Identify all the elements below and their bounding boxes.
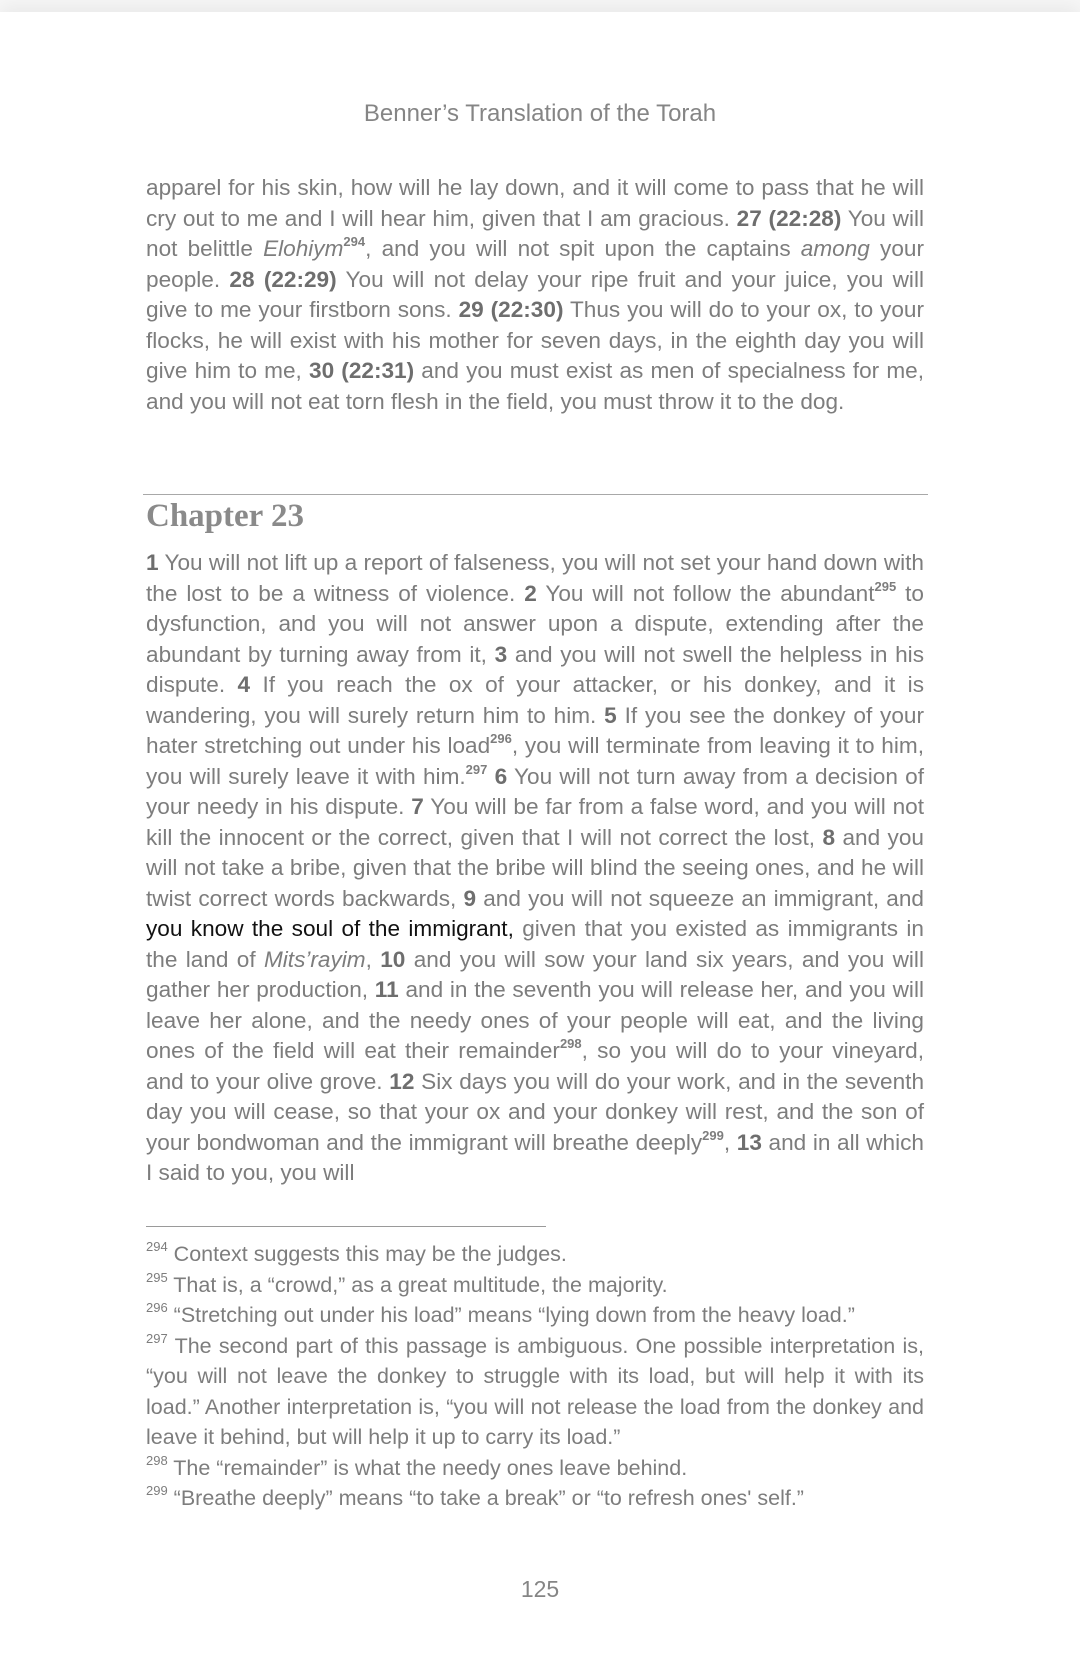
- book-page: [0, 12, 1080, 1662]
- text-run: Thus you will do to your ox, to your flocks, he will exist with his mother for seven days, in the eighth day you will give him to me,: [146, 297, 924, 383]
- verse-number: 9: [463, 885, 477, 911]
- footnote-text: The “remainder” is what the needy ones leave behind.: [167, 1455, 688, 1480]
- italic-term: among: [800, 236, 870, 261]
- footnote: [146, 1331, 924, 1453]
- verse-number: 12: [389, 1068, 415, 1094]
- paragraph-chapter-22-end: [146, 173, 924, 417]
- verse-number: 29 (22:30): [458, 297, 564, 322]
- footnote: [146, 1300, 924, 1331]
- verse-number: 8: [822, 824, 836, 850]
- text-run: and in the seventh you will release her, and you will leave her alone, and the needy ones of your people will eat, and the living ones of the field will eat their remainder: [146, 977, 924, 1063]
- text-run: and you must exist as men of specialness for me, and you will not eat torn flesh in the field, you must throw it to the dog.: [146, 358, 924, 414]
- footnote-number: 299: [146, 1483, 168, 1498]
- text-run: ,: [723, 1129, 737, 1155]
- text-run: If you see the donkey of your hater stretching out under his load: [146, 702, 924, 758]
- text-run: and you will sow your land six years, and you will gather her production,: [146, 946, 924, 1002]
- verse-number: 1: [146, 550, 159, 575]
- paragraph-chapter-23: [146, 548, 924, 1189]
- footnote-number: 296: [146, 1300, 168, 1315]
- footnote: [146, 1453, 924, 1484]
- verse-number: 7: [411, 794, 424, 819]
- verse-number: 27 (22:28): [736, 205, 842, 231]
- footnote-ref[interactable]: 299: [702, 1127, 724, 1143]
- italic-term: Elohiym: [263, 236, 344, 261]
- footnote-number: 298: [146, 1452, 168, 1468]
- footnote-ref[interactable]: 298: [559, 1036, 582, 1051]
- text-run: , and you will not spit upon the captains: [365, 236, 801, 261]
- verse-number: 6: [494, 763, 508, 789]
- verse-number: 11: [374, 977, 399, 1002]
- verse-number: 30 (22:31): [309, 358, 415, 383]
- text-run: You will not delay your ripe fruit and your juice, you will give to me your firstborn sons.: [146, 266, 924, 322]
- footnote-separator: [146, 1226, 546, 1227]
- text-run: , you will terminate from leaving it to him, you will surely leave it with him.: [146, 733, 924, 789]
- verse-number: 4: [237, 672, 251, 697]
- text-run: ,: [365, 946, 381, 972]
- text-run: [487, 764, 494, 789]
- footnote-number: 297: [146, 1330, 168, 1346]
- page-number: 125: [520, 1576, 560, 1602]
- footnote: [146, 1239, 924, 1270]
- footnote-text: Context suggests this may be the judges.: [167, 1242, 567, 1266]
- footnote-number: 295: [146, 1269, 168, 1285]
- text-run: and you will not swell the helpless in his dispute.: [146, 641, 924, 697]
- footnotes: [146, 1239, 924, 1514]
- text-run: your people.: [146, 236, 924, 292]
- text-run: You will not follow the abundant: [536, 580, 875, 606]
- chapter-divider: [143, 494, 928, 495]
- footnote-text: “Stretching out under his load” means “lying down from the heavy load.”: [167, 1303, 855, 1327]
- text-run: and in all which I said to you, you will: [146, 1129, 924, 1185]
- italic-term: Mits’rayim: [263, 946, 366, 972]
- footnote-text: “Breathe deeply” means “to take a break” or “to refresh ones' self.”: [167, 1486, 804, 1510]
- selected-text[interactable]: you know the soul of the immigrant,: [146, 916, 514, 941]
- text-run: given that you existed as immigrants in the land of: [146, 916, 924, 972]
- verse-number: 28 (22:29): [229, 266, 337, 292]
- verse-number: 3: [494, 641, 508, 667]
- footnote-ref[interactable]: 297: [465, 761, 488, 777]
- text-run: If you reach the ox of your attacker, or his donkey, and it is wandering, you will surely return him to him.: [146, 672, 924, 728]
- verse-number: 5: [604, 702, 617, 728]
- verse-number: 10: [380, 946, 406, 972]
- text-run: You will not belittle: [146, 205, 924, 261]
- text-run: apparel for his skin, how will he lay down, and it will come to pass that he will cry out to me and I will hear him, given that I am gracious.: [146, 175, 924, 231]
- footnote-text: That is, a “crowd,” as a great multitude, the majority.: [167, 1272, 668, 1297]
- footnote-ref[interactable]: 296: [490, 731, 512, 746]
- text-run: and you will not squeeze an immigrant, and: [476, 885, 924, 911]
- footnote: [146, 1270, 924, 1301]
- footnote: [146, 1483, 924, 1514]
- running-header: Benner’s Translation of the Torah: [363, 100, 717, 127]
- footnote-ref[interactable]: 294: [343, 234, 366, 249]
- verse-number: 2: [524, 580, 537, 606]
- text-run: You will not lift up a report of falseness, you will not set your hand down with the lost to be a witness of violence.: [146, 550, 924, 606]
- footnote-text: The second part of this passage is ambiguous. One possible interpretation is, “you will not leave the donkey to struggle with its load, but will help it with its load.” Another interpretation is, “you will not release the load from the donkey and leave it behind, but will help it up to carry its load.”: [146, 1333, 924, 1449]
- text-run: to dysfunction, and you will not answer upon a dispute, extending after the abundant by turning away from it,: [146, 580, 924, 667]
- footnote-ref[interactable]: 295: [874, 578, 897, 594]
- footnote-number: 294: [146, 1239, 168, 1254]
- text-run: , so you will do to your vineyard, and to your olive grove.: [146, 1038, 924, 1094]
- text-run: You will not turn away from a decision of your needy in his dispute.: [146, 763, 924, 819]
- text-run: You will be far from a false word, and you will not kill the innocent or the correct, given that I will not correct the lost,: [146, 794, 925, 850]
- chapter-title: Chapter 23: [146, 498, 304, 534]
- text-run: Six days you will do your work, and in the seventh day you will cease, so that your ox and your donkey will rest, and the son of your bondwoman and the immigrant will breathe deeply: [146, 1068, 925, 1155]
- verse-number: 13: [736, 1129, 762, 1155]
- text-run: and you will not take a bribe, given that the bribe will blind the seeing ones, and he will twist correct words backwards,: [146, 824, 924, 911]
